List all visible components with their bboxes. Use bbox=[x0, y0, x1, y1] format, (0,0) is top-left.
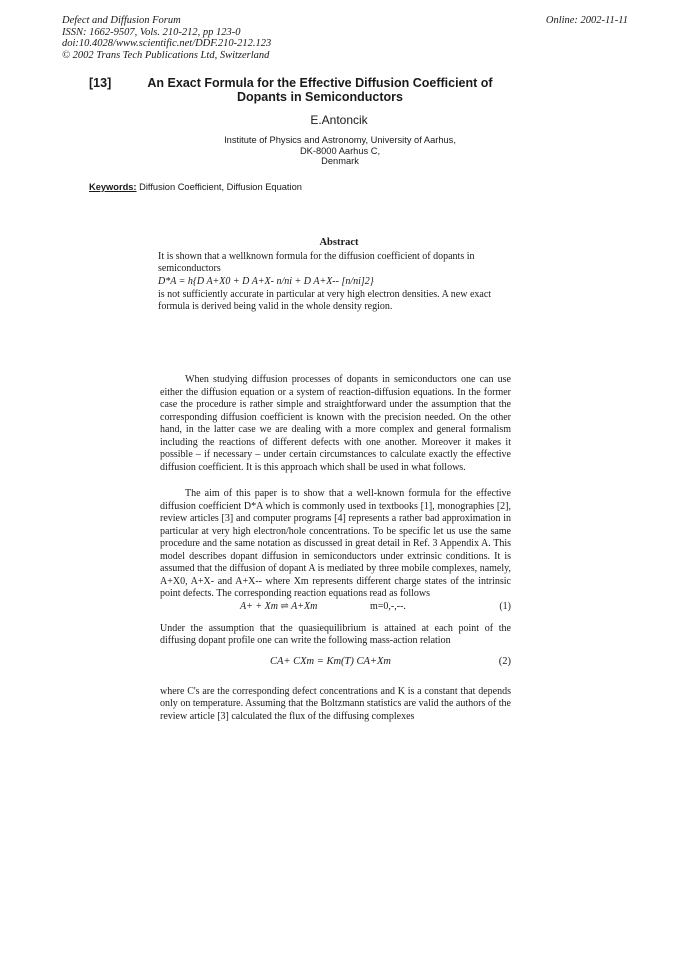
keywords-list: Diffusion Coefficient, Diffusion Equation bbox=[139, 182, 302, 192]
equation-1 bbox=[160, 601, 511, 615]
paragraph: The aim of this paper is to show that a well-known formula for the effective diffusion coefficient D*A which is commonly used in textbooks [1], monographies [2], review articles [3] and computer programs [4] represents a rather bad approximation in particular at very high electron/hole concentrations. To be specific let us use the same procedure and the same notation as discussed in great detail in Ref. 3 Appendix A. This model describes dopant diffusion in semiconductors under extrinsic conditions. It is assumed that the diffusion of dopant A is mediated by three mobile complexes, namely, A+X0, A+X- and A+X-- where Xm represents different charge states of the intrinsic point defects. The corresponding reaction equations read as follows bbox=[160, 488, 511, 599]
equation-condition: m=0,-,--. bbox=[370, 600, 406, 612]
abstract-text bbox=[158, 251, 498, 313]
paragraph: where C's are the corresponding defect concentrations and K is a constant that depends only on temperature. Assuming that the Boltzmann statistics are valid the authors of the review article [3] calculated the flux of the diffusing complexes bbox=[160, 685, 511, 722]
doi-line: doi:10.4028/www.scientific.net/DDF.210-212.123 bbox=[62, 38, 272, 50]
equation-expression: A+ + Xm ⇌ A+Xm bbox=[240, 600, 318, 612]
paragraph: When studying diffusion processes of dopants in semiconductors one can use either the diffusion equation or a system of reaction-diffusion equations. In the former case the procedure is rather simple and straightforward under the assumption that the corresponding diffusion coefficient is known with the precision needed. On the other hand, in the latter case we are dealing with a more complex and general formalism including the reactions of different defects with one another. Moreover it makes it possible – if necessary – under certain circumstances to calculate exactly the effective diffusion coefficient. It is this approach which shall be used in what follows. bbox=[160, 374, 511, 473]
issn-line: ISSN: 1662-9507, Vols. 210-212, pp 123-0 bbox=[62, 26, 241, 38]
author-name: E.Antoncik bbox=[310, 113, 368, 127]
copyright-line: © 2002 Trans Tech Publications Ltd, Switzerland bbox=[62, 49, 270, 61]
main-text bbox=[160, 374, 511, 723]
paragraph: Under the assumption that the quasiequilibrium is attained at each point of the diffusing dopant profile one can write the following mass-action relation bbox=[160, 622, 511, 646]
affiliation bbox=[170, 135, 510, 167]
equation-number: (2) bbox=[498, 655, 511, 667]
online-date: Online: 2002-11-11 bbox=[545, 15, 628, 26]
paper-title: An Exact Formula for the Effective Diffusion Coefficient of Dopants in Semiconductors bbox=[147, 76, 493, 104]
keywords bbox=[89, 182, 302, 192]
abstract-formula: D*A = h{D A+X0 + D A+X- n/ni + D A+X-- [n/ni]2} bbox=[158, 275, 374, 287]
reference-number: [13] bbox=[89, 76, 112, 90]
abstract-line: It is shown that a wellknown formula for the diffusion coefficient of dopants in semiconductors bbox=[158, 251, 475, 274]
affiliation-line: DK-8000 Aarhus C, bbox=[299, 145, 381, 156]
abstract-line: is not sufficiently accurate in particular at very high electron densities. A new exact formula is derived being valid in the whole density region. bbox=[158, 289, 492, 313]
abstract-heading: Abstract bbox=[319, 237, 359, 248]
equation-expression: CA+ CXm = Km(T) CA+Xm bbox=[270, 655, 392, 667]
affiliation-line: Institute of Physics and Astronomy, University of Aarhus, bbox=[224, 135, 456, 145]
journal-header bbox=[62, 15, 271, 61]
journal-name: Defect and Diffusion Forum bbox=[62, 15, 181, 26]
equation-2 bbox=[160, 648, 511, 678]
affiliation-line: Denmark bbox=[321, 156, 359, 167]
equation-number: (1) bbox=[499, 600, 511, 612]
keywords-label: Keywords: bbox=[89, 182, 137, 192]
